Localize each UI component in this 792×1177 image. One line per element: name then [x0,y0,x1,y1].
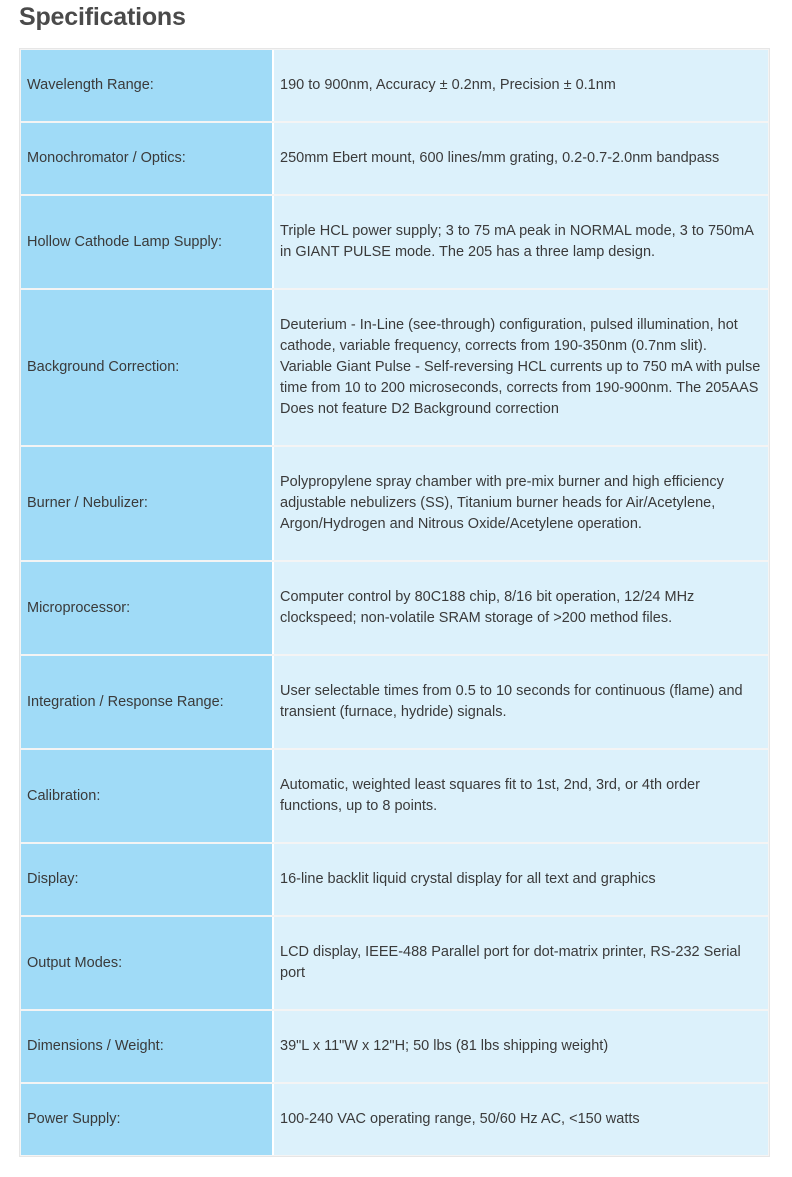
spec-label: Monochromator / Optics: [21,123,274,194]
spec-label: Burner / Nebulizer: [21,447,274,560]
table-row [21,750,768,842]
specifications-table-container [19,48,770,1157]
spec-value: User selectable times from 0.5 to 10 seconds for continuous (flame) and transient (furnace, hydride) signals. [274,656,768,748]
spec-value: 39"L x 11"W x 12"H; 50 lbs (81 lbs shipping weight) [274,1011,768,1082]
spec-value: Automatic, weighted least squares fit to 1st, 2nd, 3rd, or 4th order functions, up to 8 points. [274,750,768,842]
spec-value: 190 to 900nm, Accuracy ± 0.2nm, Precision ± 0.1nm [274,50,768,121]
table-row [21,196,768,288]
spec-label: Wavelength Range: [21,50,274,121]
spec-label: Integration / Response Range: [21,656,274,748]
spec-label: Output Modes: [21,917,274,1009]
table-row [21,123,768,194]
spec-value: 250mm Ebert mount, 600 lines/mm grating, 0.2-0.7-2.0nm bandpass [274,123,768,194]
spec-label: Background Correction: [21,290,274,445]
table-row [21,50,768,121]
spec-value: LCD display, IEEE-488 Parallel port for dot-matrix printer, RS-232 Serial port [274,917,768,1009]
spec-label: Calibration: [21,750,274,842]
spec-value: 16-line backlit liquid crystal display for all text and graphics [274,844,768,915]
spec-value: Triple HCL power supply; 3 to 75 mA peak in NORMAL mode, 3 to 750mA in GIANT PULSE mode. The 205 has a three lamp design. [274,196,768,288]
spec-value: Computer control by 80C188 chip, 8/16 bit operation, 12/24 MHz clockspeed; non-volatile SRAM storage of >200 method files. [274,562,768,654]
spec-label: Display: [21,844,274,915]
spec-label: Dimensions / Weight: [21,1011,274,1082]
page-title: Specifications [19,3,186,31]
table-row [21,656,768,748]
spec-label: Hollow Cathode Lamp Supply: [21,196,274,288]
spec-label: Power Supply: [21,1084,274,1155]
table-row [21,844,768,915]
table-row [21,1011,768,1082]
table-row [21,917,768,1009]
spec-value: Deuterium - In-Line (see-through) configuration, pulsed illumination, hot cathode, variable frequency, corrects from 190-350nm (0.7nm slit). Variable Giant Pulse - Self-reversing HCL currents up to 750 mA with pulse time from 10 to 200 microseconds, corrects from 190-900nm. The 205AAS Does not feature D2 Background correction [274,290,768,445]
specifications-table [21,48,768,1157]
table-row [21,562,768,654]
spec-value: 100-240 VAC operating range, 50/60 Hz AC, <150 watts [274,1084,768,1155]
spec-value: Polypropylene spray chamber with pre-mix burner and high efficiency adjustable nebulizers (SS), Titanium burner heads for Air/Acetylene, Argon/Hydrogen and Nitrous Oxide/Acetylene operation. [274,447,768,560]
table-row [21,447,768,560]
table-row [21,290,768,445]
table-row [21,1084,768,1155]
spec-label: Microprocessor: [21,562,274,654]
